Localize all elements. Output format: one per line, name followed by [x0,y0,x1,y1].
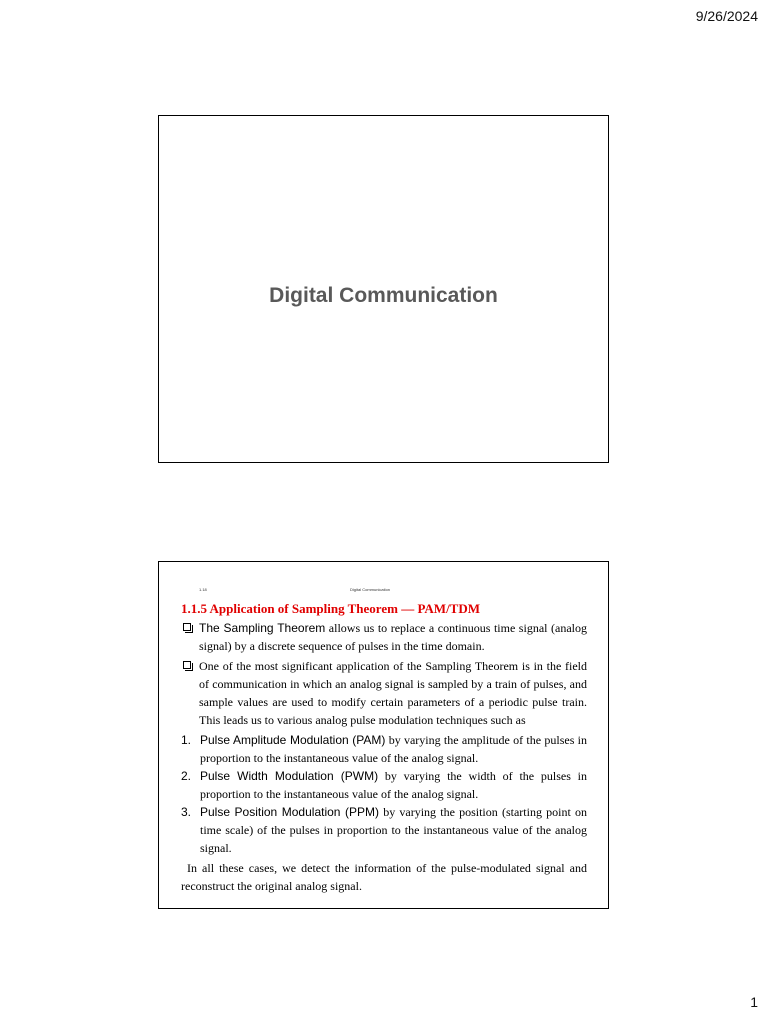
item-term: Pulse Position Modulation (PPM) [200,805,379,819]
bullet-text: One of the most significant application of the Sampling Theorem is in the field of communication in which an analog signal is sampled by a train of pulses, and sample values are used to modify certain parameters of a periodic pulse train. This leads us to various analog pulse modulation techniques such as [199,659,587,727]
checkbox-bullet-icon [183,623,191,631]
item-text: by varying the position (starting point on time scale) of the pulses in proportion to the instantaneous value of the analog signal. [200,805,587,855]
page-number: 1 [750,994,758,1010]
slide-body [181,600,587,895]
slide-title: Digital Communication [269,284,498,307]
slide-content-card [158,561,609,909]
numbered-item-pwm [181,767,587,803]
slide-title-card [158,115,609,463]
bullet-item [181,657,587,729]
running-header-title: Digital Communication [350,587,391,592]
item-text: by varying the width of the pulses in proportion to the instantaneous value of the analog signal. [200,769,588,801]
item-term: Pulse Width Modulation (PWM) [200,769,379,783]
checkbox-bullet-icon [183,661,191,669]
bullet-term: The Sampling Theorem [199,621,326,635]
item-text: by varying the amplitude of the pulses in proportion to the instantaneous value of the analog signal. [200,733,588,765]
running-header-page: 1.18 [199,587,207,592]
item-term: Pulse Amplitude Modulation (PAM) [200,733,386,747]
numbered-item-ppm [181,803,587,857]
bullet-item [181,619,587,655]
numbered-item-pam [181,731,587,767]
item-number: 1. [181,733,192,747]
page-date: 9/26/2024 [695,8,758,24]
section-heading: 1.1.5 Application of Sampling Theorem — PAM/TDM [181,601,481,616]
bullet-text: allows us to replace a continuous time signal (analog signal) by a discrete sequence of pulses in the time domain. [199,621,587,653]
item-number: 2. [181,769,192,783]
running-header [199,587,568,595]
item-number: 3. [181,805,192,819]
closing-paragraph: In all these cases, we detect the information of the pulse-modulated signal and reconstruct the original analog signal. [181,861,587,893]
